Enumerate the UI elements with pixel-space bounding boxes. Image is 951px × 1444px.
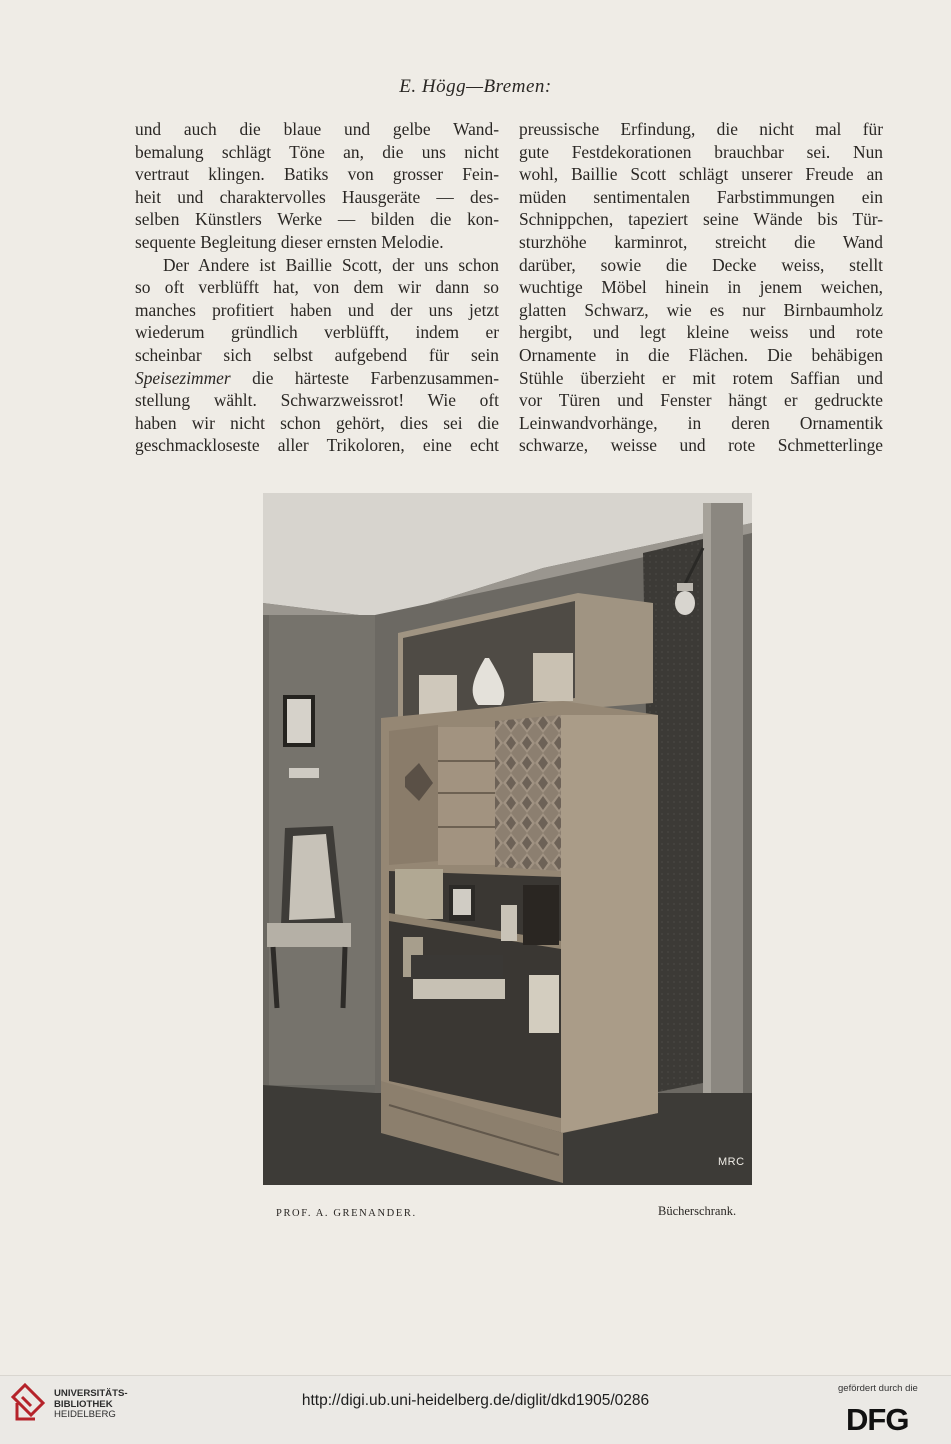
text-line: manches profitiert haben und der uns jetzt <box>135 299 499 320</box>
text-line: haben wir nicht schon gehört, dies sei die <box>135 412 499 433</box>
text-line: sequente Begleitung dieser ernsten Melodie. <box>135 231 444 252</box>
bookcase-photograph <box>263 493 752 1185</box>
text-line: und auch die blaue und gelbe Wand- <box>135 119 499 139</box>
text-line: sturzhöhe karminrot, streicht die Wand <box>519 231 883 252</box>
italic-word: Speisezimmer <box>135 367 231 388</box>
right-text-column <box>519 118 883 457</box>
text-line: hergibt, und legt kleine weiss und rote <box>519 322 883 343</box>
library-name-line3: HEIDELBERG <box>54 1409 116 1420</box>
left-text-column <box>135 118 499 457</box>
text-line: glatten Schwarz, wie es nur Birnbaumholz <box>519 299 883 320</box>
text-line: Der Andere ist Baillie Scott, der uns schon <box>163 254 499 275</box>
text-line: wohl, Baillie Scott schlägt unserer Freude an <box>519 164 883 185</box>
text-line: wuchtige Möbel hinein in jenem weichen, <box>519 277 883 298</box>
permalink-url[interactable]: http://digi.ub.uni-heidelberg.de/diglit/dkd1905/0286 <box>301 1392 650 1409</box>
bookcase-illustration <box>263 493 752 1185</box>
text-line: schwarze, weisse und rote Schmetterlinge <box>519 435 883 456</box>
funding-label: gefördert durch die <box>838 1383 918 1394</box>
text-line: vertraut klingen. Batiks von grosser Fein- <box>135 164 499 185</box>
text-line: preussische Erfindung, die nicht mal für <box>519 119 883 139</box>
caption-title: Bücherschrank. <box>658 1204 737 1218</box>
caption-author: PROF. A. GRENANDER. <box>276 1208 417 1219</box>
text-line: gute Festdekorationen brauchbar sei. Nun <box>519 141 883 162</box>
text-line: darüber, sowie die Decke weiss, stellt <box>519 254 883 275</box>
text-line: wiederum gründlich verblüfft, indem er <box>135 322 499 343</box>
text-line: Ornamente in die Flächen. Die behäbigen <box>519 344 883 365</box>
running-header: E. Högg—Bremen: <box>399 76 552 97</box>
text-line: Leinwandvorhänge, in deren Ornamentik <box>519 412 883 433</box>
text-line: selben Künstlers Werke — bilden die kon- <box>135 209 499 230</box>
text-line: heit und charaktervolles Hausgeräte — des- <box>135 186 499 207</box>
text-line: Schnippchen, tapeziert seine Wände bis Tür- <box>519 209 883 230</box>
text-line: müden sentimentalen Farbstimmungen ein <box>519 186 883 207</box>
dfg-logo[interactable]: DFG <box>846 1402 909 1437</box>
library-name-line2: BIBLIOTHEK <box>54 1398 113 1410</box>
text-line <box>135 367 499 390</box>
text-line: so oft verblüfft hat, von dem wir dann so <box>135 277 499 298</box>
photographer-monogram: MRC <box>718 1156 745 1168</box>
text-line: scheinbar sich selbst aufgebend für sein <box>135 344 499 365</box>
text-line: stellung wählt. Schwarzweissrot! Wie oft <box>135 390 499 411</box>
text-line: geschmackloseste aller Trikoloren, eine echt <box>135 435 499 456</box>
library-name-line1: UNIVERSITÄTS- <box>54 1388 128 1399</box>
text-line: Stühle überzieht er mit rotem Saffian und <box>519 367 883 388</box>
text-line: vor Türen und Fenster hängt er gedruckte <box>519 390 883 411</box>
text-fragment: die härteste Farbenzusammen- <box>230 367 499 388</box>
text-line: bemalung schlägt Töne an, die uns nicht <box>135 141 499 162</box>
